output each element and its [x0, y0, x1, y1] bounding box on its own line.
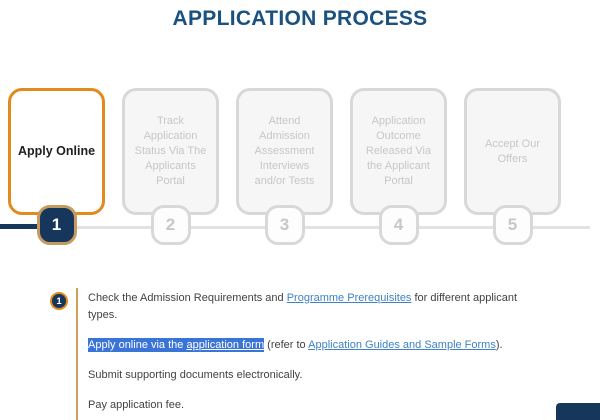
step-number-badge: [379, 205, 419, 245]
step-number: 2: [165, 215, 176, 234]
text-segment: Submit supporting documents electronically.: [88, 369, 303, 381]
step-label: Attend Admission Assessment Interviews and/or Tests: [254, 115, 315, 187]
step-number-badge: [493, 205, 533, 245]
timeline-progress: [0, 224, 37, 229]
step-number-badge: [37, 205, 77, 245]
application-guides-link[interactable]: Application Guides and Sample Forms: [308, 339, 496, 351]
selected-text: Apply online via the: [88, 339, 187, 351]
detail-paragraph-fee: [88, 397, 548, 414]
step-track-status: [122, 88, 219, 234]
step-label: Track Application Status Via The Applicants Portal: [134, 115, 207, 187]
bottom-right-cutoff-element[interactable]: [556, 403, 600, 420]
step-box: [350, 88, 447, 215]
step-number: 4: [393, 215, 404, 234]
detail-step-badge: [50, 292, 68, 310]
text-segment: for different applicant types.: [88, 292, 518, 321]
step-box: [236, 88, 333, 215]
step-outcome-released: [350, 88, 447, 234]
step-label: Application Outcome Released Via the Applicant Portal: [365, 115, 432, 187]
step-apply-online: [8, 88, 105, 234]
step-box-active: [8, 88, 105, 215]
text-segment: Check the Admission Requirements and: [88, 292, 287, 304]
programme-prerequisites-link[interactable]: Programme Prerequisites: [286, 292, 412, 304]
process-steps: [8, 88, 562, 234]
page-title: APPLICATION PROCESS: [172, 7, 428, 30]
step-number: 5: [507, 215, 518, 234]
application-form-link[interactable]: application form: [186, 339, 265, 351]
step-number-badge: [151, 205, 191, 245]
step-box: [464, 88, 561, 215]
text-segment: Pay application fee.: [88, 399, 185, 411]
detail-paragraph-documents: [88, 367, 548, 384]
text-segment: (refer to: [264, 339, 309, 351]
step-attend-assessment: [236, 88, 333, 234]
detail-step-number: 1: [56, 295, 62, 307]
step-label: Accept Our Offers: [484, 137, 541, 165]
step-number: 3: [279, 215, 290, 234]
detail-paragraph-requirements: [88, 290, 548, 324]
step-number-badge: [265, 205, 305, 245]
detail-text: [88, 290, 548, 420]
detail-paragraph-apply: [88, 337, 548, 354]
text-segment: ).: [495, 339, 503, 351]
detail-vertical-rule: [76, 288, 78, 420]
step-number: 1: [51, 215, 62, 234]
step-box: [122, 88, 219, 215]
step-label: Apply Online: [17, 144, 96, 158]
step-accept-offers: [464, 88, 561, 234]
